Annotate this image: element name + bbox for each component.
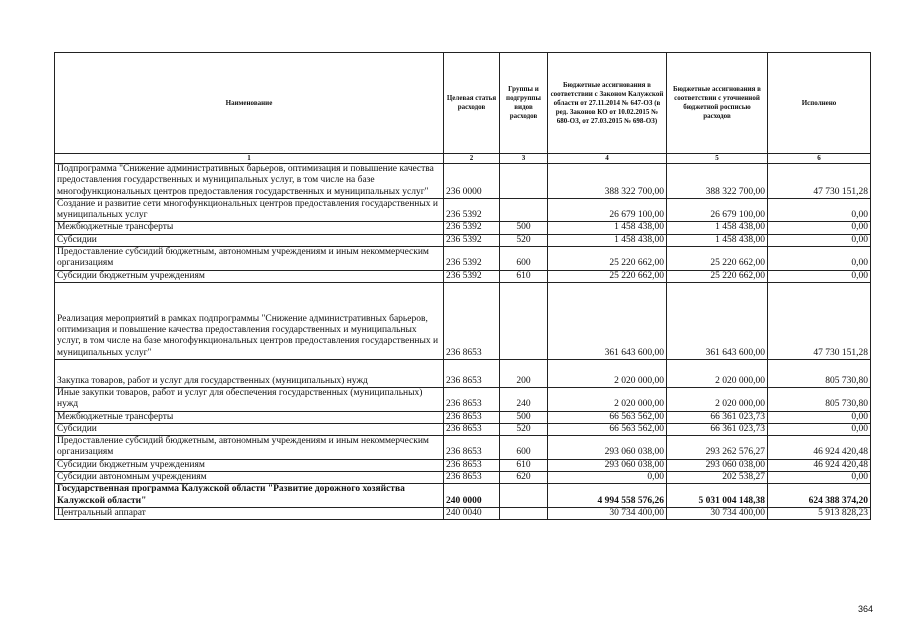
row-group: 520 xyxy=(500,234,548,246)
row-group: 600 xyxy=(500,436,548,460)
row-code: 236 0000 xyxy=(444,164,500,199)
row-name: Закупка товаров, работ и услуг для государственных (муниципальных) нужд xyxy=(55,359,444,387)
column-number: 2 xyxy=(444,154,500,164)
row-executed: 0,00 xyxy=(768,222,871,234)
header-group: Группы и подгруппы видов расходов xyxy=(500,53,548,154)
row-code: 236 8653 xyxy=(444,282,500,359)
row-code: 236 8653 xyxy=(444,472,500,484)
table-row xyxy=(55,270,871,282)
row-refined: 25 220 662,00 xyxy=(667,270,768,282)
row-refined: 2 020 000,00 xyxy=(667,387,768,411)
row-name: Предоставление субсидий бюджетным, автономным учреждениям и иным некоммерческим организациям xyxy=(55,247,444,271)
row-executed: 47 730 151,28 xyxy=(768,164,871,199)
table-row xyxy=(55,459,871,471)
row-law: 66 563 562,00 xyxy=(548,411,667,423)
row-group: 610 xyxy=(500,459,548,471)
row-refined: 25 220 662,00 xyxy=(667,247,768,271)
row-executed: 0,00 xyxy=(768,234,871,246)
header-executed: Исполнено xyxy=(768,53,871,154)
row-refined: 5 031 004 148,38 xyxy=(667,484,768,508)
row-code: 236 8653 xyxy=(444,423,500,435)
table-row xyxy=(55,282,871,359)
row-refined: 293 060 038,00 xyxy=(667,459,768,471)
row-law: 25 220 662,00 xyxy=(548,247,667,271)
row-executed: 0,00 xyxy=(768,472,871,484)
row-code: 240 0000 xyxy=(444,484,500,508)
row-refined: 66 361 023,73 xyxy=(667,411,768,423)
row-refined: 2 020 000,00 xyxy=(667,359,768,387)
row-name: Субсидии бюджетным учреждениям xyxy=(55,459,444,471)
row-code: 236 5392 xyxy=(444,247,500,271)
header-name: Наименование xyxy=(55,53,444,154)
row-group: 600 xyxy=(500,247,548,271)
table-row xyxy=(55,164,871,199)
row-refined: 388 322 700,00 xyxy=(667,164,768,199)
row-law: 26 679 100,00 xyxy=(548,198,667,222)
row-group xyxy=(500,507,548,519)
row-law: 4 994 558 576,26 xyxy=(548,484,667,508)
row-law: 25 220 662,00 xyxy=(548,270,667,282)
row-executed: 46 924 420,48 xyxy=(768,459,871,471)
row-group: 200 xyxy=(500,359,548,387)
row-group: 610 xyxy=(500,270,548,282)
row-executed: 0,00 xyxy=(768,411,871,423)
row-code: 236 5392 xyxy=(444,270,500,282)
row-refined: 1 458 438,00 xyxy=(667,222,768,234)
row-name: Субсидии автономным учреждениям xyxy=(55,472,444,484)
table-row xyxy=(55,198,871,222)
table-row xyxy=(55,472,871,484)
row-executed: 0,00 xyxy=(768,423,871,435)
row-code: 236 5392 xyxy=(444,198,500,222)
page-number: 364 xyxy=(858,604,874,614)
row-refined: 26 679 100,00 xyxy=(667,198,768,222)
row-executed: 624 388 374,20 xyxy=(768,484,871,508)
row-refined: 202 538,27 xyxy=(667,472,768,484)
row-name: Центральный аппарат xyxy=(55,507,444,519)
row-code: 236 8653 xyxy=(444,387,500,411)
row-law: 2 020 000,00 xyxy=(548,359,667,387)
row-executed: 805 730,80 xyxy=(768,387,871,411)
row-executed: 0,00 xyxy=(768,247,871,271)
row-law: 0,00 xyxy=(548,472,667,484)
row-group: 520 xyxy=(500,423,548,435)
row-code: 240 0040 xyxy=(444,507,500,519)
row-refined: 30 734 400,00 xyxy=(667,507,768,519)
row-name: Межбюджетные трансферты xyxy=(55,411,444,423)
row-executed: 5 913 828,23 xyxy=(768,507,871,519)
row-executed: 47 730 151,28 xyxy=(768,282,871,359)
table-row xyxy=(55,411,871,423)
table-row xyxy=(55,387,871,411)
row-law: 30 734 400,00 xyxy=(548,507,667,519)
row-group: 500 xyxy=(500,222,548,234)
row-refined: 66 361 023,73 xyxy=(667,423,768,435)
row-group xyxy=(500,198,548,222)
header-row xyxy=(55,53,871,154)
header-budget-refined: Бюджетные ассигнования в соответствии с уточненной бюджетной росписью расходов xyxy=(667,53,768,154)
row-code: 236 8653 xyxy=(444,436,500,460)
row-name: Субсидии бюджетным учреждениям xyxy=(55,270,444,282)
row-code: 236 8653 xyxy=(444,459,500,471)
row-executed: 0,00 xyxy=(768,270,871,282)
table-row xyxy=(55,234,871,246)
row-law: 361 643 600,00 xyxy=(548,282,667,359)
column-number: 3 xyxy=(500,154,548,164)
row-name: Создание и развитие сети многофункциональных центров предоставления государственных и муниципальных услуг xyxy=(55,198,444,222)
header-budget-law: Бюджетные ассигнования в соответствии с Законом Калужской области от 27.11.2014 № 647-ОЗ (в ред. Законов КО от 10.02.2015 № 680-ОЗ, от 27.03.2015 № 698-ОЗ) xyxy=(548,53,667,154)
row-refined: 1 458 438,00 xyxy=(667,234,768,246)
column-number: 4 xyxy=(548,154,667,164)
row-law: 1 458 438,00 xyxy=(548,234,667,246)
row-name: Межбюджетные трансферты xyxy=(55,222,444,234)
table-row xyxy=(55,247,871,271)
table-row xyxy=(55,359,871,387)
row-law: 1 458 438,00 xyxy=(548,222,667,234)
row-code: 236 8653 xyxy=(444,359,500,387)
table-row xyxy=(55,484,871,508)
table-row xyxy=(55,436,871,460)
column-number: 1 xyxy=(55,154,444,164)
row-law: 66 563 562,00 xyxy=(548,423,667,435)
column-number: 5 xyxy=(667,154,768,164)
row-code: 236 8653 xyxy=(444,411,500,423)
row-name: Предоставление субсидий бюджетным, автономным учреждениям и иным некоммерческим организациям xyxy=(55,436,444,460)
row-law: 2 020 000,00 xyxy=(548,387,667,411)
column-number-row xyxy=(55,154,871,164)
row-law: 293 060 038,00 xyxy=(548,459,667,471)
row-name: Иные закупки товаров, работ и услуг для обеспечения государственных (муниципальных) нужд xyxy=(55,387,444,411)
row-name: Подпрограмма "Снижение административных барьеров, оптимизация и повышение качества предоставления государственных и муниципальных услуг, в том числе на базе многофункциональных центров предоставления государственных и муниципальных услуг" xyxy=(55,164,444,199)
row-law: 293 060 038,00 xyxy=(548,436,667,460)
row-group xyxy=(500,282,548,359)
row-group: 620 xyxy=(500,472,548,484)
row-group: 240 xyxy=(500,387,548,411)
row-executed: 805 730,80 xyxy=(768,359,871,387)
row-name: Реализация мероприятий в рамках подпрограммы "Снижение административных барьеров, оптимизация и повышение качества предоставления государственных и муниципальных услуг, в том числе на базе многофункциональных центров предоставления государственных и муниципальных услуг" xyxy=(55,282,444,359)
row-refined: 293 262 576,27 xyxy=(667,436,768,460)
row-group xyxy=(500,484,548,508)
row-name: Субсидии xyxy=(55,423,444,435)
table-row xyxy=(55,423,871,435)
row-code: 236 5392 xyxy=(444,222,500,234)
budget-table xyxy=(54,52,871,520)
header-target: Целевая статья расходов xyxy=(444,53,500,154)
table-row xyxy=(55,507,871,519)
row-executed: 46 924 420,48 xyxy=(768,436,871,460)
row-group xyxy=(500,164,548,199)
row-group: 500 xyxy=(500,411,548,423)
row-refined: 361 643 600,00 xyxy=(667,282,768,359)
row-law: 388 322 700,00 xyxy=(548,164,667,199)
row-code: 236 5392 xyxy=(444,234,500,246)
row-name: Субсидии xyxy=(55,234,444,246)
row-executed: 0,00 xyxy=(768,198,871,222)
column-number: 6 xyxy=(768,154,871,164)
row-name: Государственная программа Калужской области "Развитие дорожного хозяйства Калужской области" xyxy=(55,484,444,508)
table-row xyxy=(55,222,871,234)
